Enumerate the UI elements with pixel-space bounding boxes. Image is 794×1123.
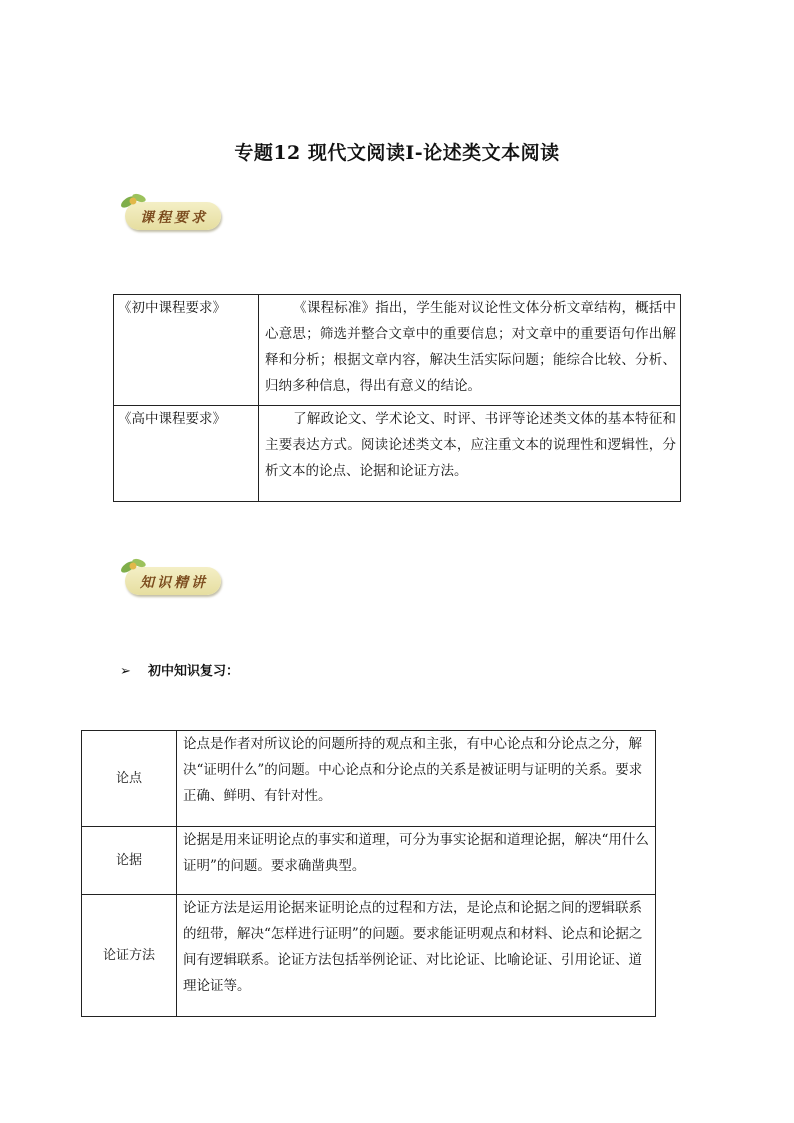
page-title: 专题12 现代文阅读Ⅰ-论述类文本阅读 — [234, 142, 560, 164]
table-key-cell: 论点 — [82, 731, 177, 827]
table-row — [82, 827, 656, 895]
table-row — [82, 895, 656, 1017]
table-row — [114, 406, 681, 502]
knowledge-table — [81, 730, 656, 1017]
bullet-text: 初中知识复习： — [148, 664, 240, 679]
cell-text: 了解政论文、学术论文、时评、书评等论述类文体的基本特征和主要表达方式。阅读论述类文本，应注重文本的说理性和逻辑性，分析文本的论点、论据和论证方法。 — [265, 411, 676, 479]
section-badge-knowledge — [121, 563, 221, 593]
badge-label: 知识精讲 — [140, 575, 208, 591]
table-key-cell: 《高中课程要求》 — [114, 406, 259, 502]
table-row — [82, 731, 656, 827]
table-value-cell — [259, 295, 681, 406]
requirements-table — [113, 294, 681, 502]
table-key-cell: 《初中课程要求》 — [114, 295, 259, 406]
table-value-cell: 论点是作者对所议论的问题所持的观点和主张，有中心论点和分论点之分，解决“证明什么”的问题。中心论点和分论点的关系是被证明与证明的关系。要求正确、鲜明、有针对性。 — [177, 731, 656, 827]
table-value-cell: 论据是用来证明论点的事实和道理，可分为事实论据和道理论据，解决“用什么证明”的问题。要求确凿典型。 — [177, 827, 656, 895]
table-value-cell — [259, 406, 681, 502]
bullet-heading — [120, 660, 239, 679]
section-badge-requirements — [121, 198, 221, 228]
table-key-cell: 论据 — [82, 827, 177, 895]
table-value-cell: 论证方法是运用论据来证明论点的过程和方法，是论点和论据之间的逻辑联系的纽带，解决“怎样进行证明”的问题。要求能证明观点和材料、论点和论据之间有逻辑联系。论证方法包括举例论证、对比论证、比喻论证、引用论证、道理论证等。 — [177, 895, 656, 1017]
table-row — [114, 295, 681, 406]
arrow-bullet-icon: ➢ — [120, 664, 131, 679]
table-key-cell: 论证方法 — [82, 895, 177, 1017]
cell-text: 《课程标准》指出，学生能对议论性文体分析文章结构，概括中心意思；筛选并整合文章中的重要信息；对文章中的重要语句作出解释和分析；根据文章内容，解决生活实际问题；能综合比较、分析、归纳多种信息，得出有意义的结论。 — [265, 300, 676, 394]
badge-label: 课程要求 — [140, 210, 208, 226]
